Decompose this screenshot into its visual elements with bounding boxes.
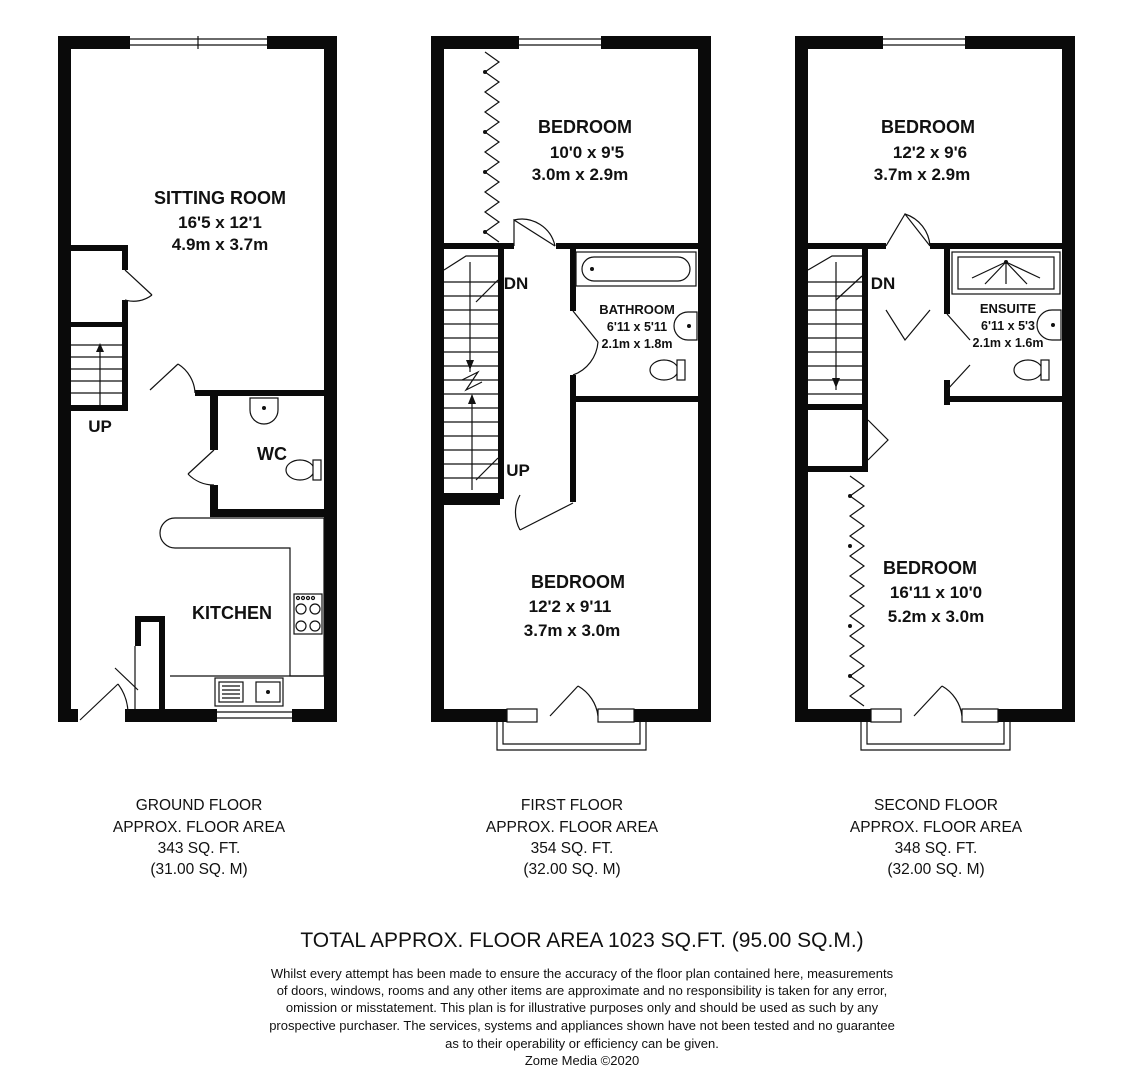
second-bedroom-2-dim-metric: 5.2m x 3.0m [887,607,985,626]
first-floor-caption [486,797,659,878]
wc-name: WC [257,444,287,464]
ground-caption-line-3: 343 SQ. FT. [157,840,241,857]
shower [952,252,1060,294]
bathroom-toilet [650,360,685,380]
ensuite-name: ENSUITE [979,301,1037,316]
wc-basin [250,398,278,424]
sitting-room-name: SITTING ROOM [154,188,286,208]
sitting-room-dim-metric: 4.9m x 3.7m [171,235,269,254]
disclaimer [269,966,895,1068]
second-caption-line-1: SECOND FLOOR [873,797,999,814]
first-caption-line-2: APPROX. FLOOR AREA [485,819,659,836]
ground-caption-line-2: APPROX. FLOOR AREA [112,819,286,836]
second-bedroom-1-dim-imperial: 12'2 x 9'6 [892,143,968,162]
first-floor-labels [504,117,675,640]
ensuite-dim-metric: 2.1m x 1.6m [972,336,1044,350]
first-caption-line-1: FIRST FLOOR [520,797,624,814]
disclaimer-line-5: as to their operability or efficiency can be given. [445,1036,719,1051]
total-floor-area: TOTAL APPROX. FLOOR AREA 1023 SQ.FT. (95.00 SQ.M.) [300,929,864,952]
disclaimer-line-3: omission or misstatement. This plan is for illustrative purposes only and should be used as such by any [285,1000,879,1015]
kitchen-name: KITCHEN [192,603,272,623]
ground-caption-line-4: (31.00 SQ. M) [150,861,248,878]
second-caption-line-4: (32.00 SQ. M) [887,861,985,878]
first-bedroom-2-name: BEDROOM [531,572,625,592]
hob [294,594,322,634]
disclaimer-line-2: of doors, windows, rooms and any other items are approximate and no responsibility is taken for any error, [276,983,888,998]
second-bedroom-2-dim-imperial: 16'11 x 10'0 [889,583,983,602]
kitchen-sink [215,678,283,706]
ground-stairs-up-label: UP [88,417,112,436]
sitting-room-dim-imperial: 16'5 x 12'1 [178,213,262,232]
disclaimer-line-4: prospective purchaser. The services, systems and appliances shown have not been tested and no guarantee [269,1018,895,1033]
first-stairs-up-label: UP [506,461,530,480]
first-caption-line-3: 354 SQ. FT. [530,840,614,857]
ground-stairs [71,343,122,405]
second-floor-stairs [808,256,862,394]
first-bedroom-1-dim-metric: 3.0m x 2.9m [531,165,629,184]
first-floor-stairs [444,256,498,490]
bathroom-dim-imperial: 6'11 x 5'11 [606,320,668,334]
second-stairs-dn-label: DN [870,274,896,293]
disclaimer-line-1: Whilst every attempt has been made to ensure the accuracy of the floor plan contained here, measurements [270,966,894,981]
first-bedroom-2-dim-imperial: 12'2 x 9'11 [528,597,612,616]
ensuite-dim-imperial: 6'11 x 5'3 [981,319,1035,333]
second-bedroom-2-name: BEDROOM [883,558,977,578]
bath [576,252,696,286]
ground-floor-caption [113,797,286,878]
first-bedroom-1-name: BEDROOM [538,117,632,137]
second-floor-caption [850,797,1023,878]
bathroom-basin [674,312,697,340]
first-bedroom-2-dim-metric: 3.7m x 3.0m [523,621,621,640]
copyright: Zome Media ©2020 [524,1053,640,1068]
first-caption-line-4: (32.00 SQ. M) [523,861,621,878]
ensuite-toilet [1014,360,1049,380]
second-bedroom-1-dim-metric: 3.7m x 2.9m [873,165,971,184]
first-bedroom-1-dim-imperial: 10'0 x 9'5 [549,143,625,162]
bathroom-name: BATHROOM [599,302,675,317]
second-caption-line-3: 348 SQ. FT. [894,840,978,857]
ground-caption-line-1: GROUND FLOOR [135,797,263,814]
bathroom-dim-metric: 2.1m x 1.8m [601,337,673,351]
wc-toilet [286,460,321,480]
first-stairs-dn-label: DN [503,274,529,293]
second-caption-line-2: APPROX. FLOOR AREA [849,819,1023,836]
second-bedroom-1-name: BEDROOM [881,117,975,137]
